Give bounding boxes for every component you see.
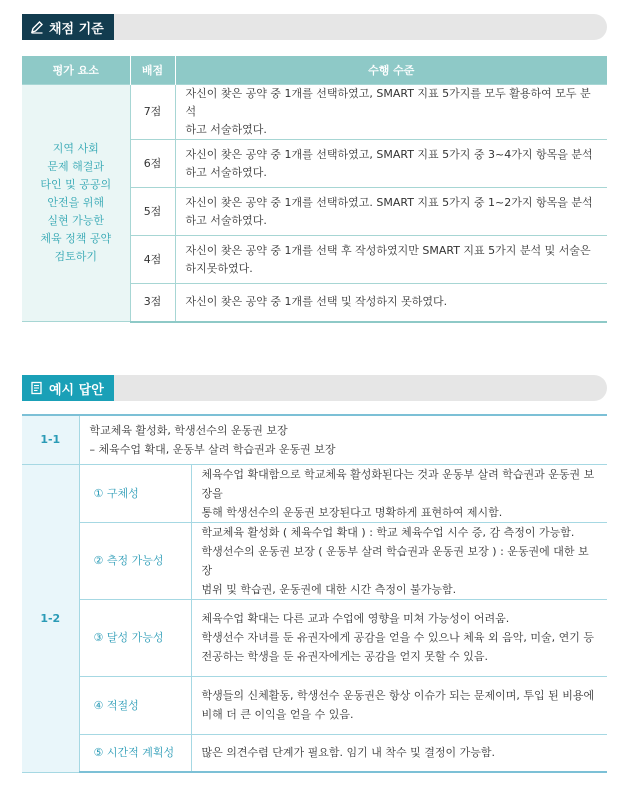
description-line: 자신이 찾은 공약 중 1개를 선택 및 작성하지 못하였다.	[185, 295, 448, 309]
score-cell: 7점	[130, 85, 175, 140]
example-answers-table	[22, 414, 607, 773]
answer-text	[191, 464, 607, 522]
answer-line: – 체육수업 확대, 운동부 살려 학습권과 운동권 보장	[89, 442, 336, 456]
answer-line: 비해 더 큰 이익을 얻을 수 있음.	[201, 708, 354, 721]
answer-text	[191, 734, 607, 772]
answer-text	[79, 415, 607, 464]
answer-line: 많은 의견수렴 단계가 필요함. 임기 내 착수 및 결정이 가능함.	[201, 746, 495, 760]
answer-text	[191, 676, 607, 734]
answer-line: 통해 학생선수의 운동권 보장된다고 명확하게 표현하여 제시함.	[201, 505, 503, 519]
score-cell: 6점	[130, 140, 175, 188]
table-row	[22, 734, 607, 772]
criteria-line: 문제 해결과	[47, 160, 105, 173]
smart-criterion-label: ③ 달성 가능성	[79, 599, 191, 676]
pencil-icon	[30, 20, 44, 34]
level-description	[175, 236, 607, 284]
answer-id: 1-1	[22, 415, 79, 464]
answer-id: 1-2	[22, 464, 79, 772]
description-line: 하고 서술하였다.	[185, 213, 267, 227]
answer-line: 학생들의 신체활동, 학생선수 운동권은 항상 이슈가 되는 문제이며, 투입 된 비용에	[201, 689, 595, 702]
score-cell: 5점	[130, 188, 175, 236]
section-header-scoring	[22, 14, 607, 40]
table-row	[22, 415, 607, 464]
criteria-line: 타인 및 공공의	[40, 178, 112, 191]
table-row	[22, 522, 607, 599]
document-icon	[30, 381, 44, 395]
scoring-rubric-table	[22, 56, 607, 323]
answer-line: 학생선수의 운동권 보장 ( 운동부 살려 학습권과 운동권 보장 ) : 운동권에 대한 보장	[201, 544, 589, 577]
section-tag-scoring	[22, 14, 114, 40]
answer-line: 체육수업 확대함으로 학교체육 활성화된다는 것과 운동부 살려 학습권과 운동권 보장을	[201, 467, 595, 500]
table-row	[22, 464, 607, 522]
smart-criterion-label: ⑤ 시간적 계획성	[79, 734, 191, 772]
criteria-line: 안전을 위해	[47, 196, 105, 209]
score-cell: 3점	[130, 284, 175, 322]
criteria-line: 실현 가능한	[47, 214, 105, 227]
description-line: 자신이 찾은 공약 중 1개를 선택하였고, SMART 지표 5가지 중 3~4가지 항목을 분석	[185, 147, 593, 161]
table-row	[22, 599, 607, 676]
answer-text	[191, 522, 607, 599]
table-header-row	[22, 56, 607, 85]
smart-criterion-label: ④ 적절성	[79, 676, 191, 734]
score-cell: 4점	[130, 236, 175, 284]
answer-line: 학생선수 자녀를 둔 유권자에게 공감을 얻을 수 있으나 체육 외 음악, 미술, 연기 등	[201, 631, 594, 644]
criteria-cell	[22, 85, 130, 322]
level-description	[175, 85, 607, 140]
criteria-line: 지역 사회	[52, 142, 99, 155]
description-line: 자신이 찾은 공약 중 1개를 선택하였고. SMART 지표 5가지 중 1~2가지 항목을 분석	[185, 195, 593, 209]
level-description	[175, 284, 607, 322]
column-header-criteria: 평가 요소	[22, 56, 130, 85]
level-description	[175, 140, 607, 188]
description-line: 하고 서술하였다.	[185, 165, 267, 179]
criteria-line: 체육 정책 공약	[40, 232, 112, 245]
smart-criterion-label: ① 구체성	[79, 464, 191, 522]
answer-line: 체육수업 확대는 다른 교과 수업에 영향을 미쳐 가능성이 어려움.	[201, 612, 510, 625]
description-line: 하지못하였다.	[185, 261, 253, 275]
answer-text	[191, 599, 607, 676]
section-tag-example-answer	[22, 375, 114, 401]
section-title: 예시 답안	[49, 382, 104, 398]
level-description	[175, 188, 607, 236]
description-line: 자신이 찾은 공약 중 1개를 선택 후 작성하였지만 SMART 지표 5가지 분석 및 서술은	[185, 243, 591, 257]
description-line: 자신이 찾은 공약 중 1개를 선택하였고, SMART 지표 5가지를 모두 활용하여 모두 분석	[185, 87, 591, 118]
answer-line: 학교체육 활성화, 학생선수의 운동권 보장	[89, 423, 288, 437]
table-row	[22, 676, 607, 734]
table-row	[22, 85, 607, 140]
column-header-level: 수행 수준	[175, 56, 607, 85]
smart-criterion-label: ② 측정 가능성	[79, 522, 191, 599]
column-header-score: 배점	[130, 56, 175, 85]
criteria-line: 검토하기	[54, 250, 97, 263]
description-line: 하고 서술하였다.	[185, 123, 267, 136]
answer-line: 범위 및 학습권, 운동권에 대한 시간 측정이 불가능함.	[201, 582, 457, 596]
answer-line: 전공하는 학생을 둔 유권자에게는 공감을 얻지 못할 수 있음.	[201, 650, 488, 663]
answer-line: 학교체육 활성화 ( 체육수업 확대 ) : 학교 체육수업 시수 증, 감 측정이 가능함.	[201, 525, 575, 539]
section-header-example-answer	[22, 375, 607, 401]
section-title: 채점 기준	[49, 21, 104, 37]
